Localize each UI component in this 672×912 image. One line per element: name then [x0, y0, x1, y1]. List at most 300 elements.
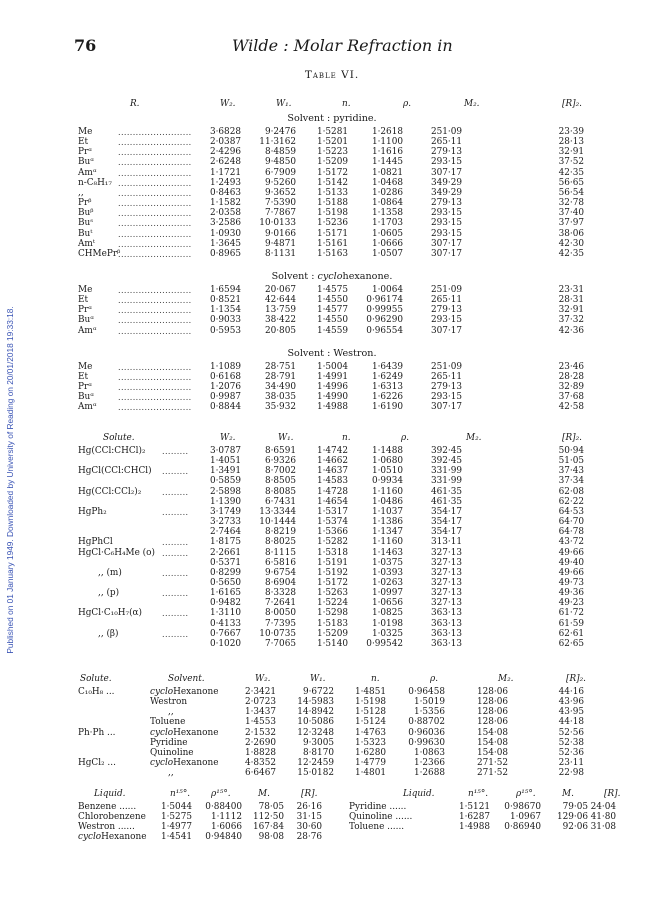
table-cell: 307·17 [430, 248, 462, 259]
table-cell: 13·759 [264, 305, 296, 316]
table-cell: 307·17 [430, 238, 462, 249]
table-cell: 363·13 [430, 608, 462, 619]
table-cell: 1·3437 [244, 707, 276, 718]
table-cell: 1·1390 [209, 496, 241, 507]
table-row [0, 639, 672, 650]
table-cell: 1·8175 [209, 537, 241, 548]
row-solvent: ,, [168, 707, 174, 718]
row-solute: Ph·Ph ... [78, 727, 116, 738]
table-cell: 1·0680 [371, 456, 403, 467]
table-cell: 128·06 [476, 697, 508, 708]
leader-dots: ......................... [118, 229, 192, 239]
table-cell: 349·29 [430, 177, 462, 188]
leader-dots: ......................... [118, 219, 192, 229]
column-header: ρ. [430, 674, 439, 684]
row-label: Buᵅ [78, 157, 94, 168]
liquid-name: Toluene ...... [349, 822, 405, 833]
table-cell: 1·5171 [316, 228, 348, 239]
liquid-name: Chlorobenzene [78, 812, 146, 823]
row-solvent: Toluene [150, 717, 186, 728]
table-cell: 6·9326 [264, 456, 296, 467]
table-cell: 0·8844 [209, 402, 241, 413]
table-cell: 44·18 [558, 717, 584, 728]
table-cell: 327·13 [430, 588, 462, 599]
table-cell: 1·5140 [316, 638, 348, 649]
table-cell: 1·4559 [316, 325, 348, 336]
table-cell: 327·13 [430, 557, 462, 568]
table-cell: 52·38 [558, 737, 584, 748]
table-cell: 28·13 [558, 137, 584, 148]
liquid-name: Quinoline ...... [349, 812, 413, 823]
row-label: Amᵗ [78, 238, 96, 249]
table-cell: 331·99 [430, 466, 462, 477]
table-cell: 8·8219 [264, 527, 296, 538]
table-cell: 32·91 [558, 305, 584, 316]
table-cell: 12·3248 [297, 727, 334, 738]
table-cell: 9·5260 [264, 177, 296, 188]
column-header: W₁. [310, 674, 326, 684]
table-cell: 1·6287 [458, 812, 490, 823]
table-cell: 1·6594 [209, 284, 241, 295]
table-cell: 1·4977 [160, 822, 192, 833]
table-cell: 23·39 [558, 127, 584, 137]
table-cell: 1·1488 [371, 446, 403, 456]
table-cell: 62·08 [558, 486, 584, 497]
leader-dots: ......... [162, 629, 189, 639]
table-cell: 0·88702 [408, 717, 445, 728]
table-cell: 1·4051 [209, 456, 241, 467]
table-cell: 327·13 [430, 577, 462, 588]
table-cell: 30·60 [296, 822, 322, 833]
table-cell: 0·5859 [209, 476, 241, 487]
table-cell: 327·13 [430, 598, 462, 609]
leader-dots: ......... [162, 487, 189, 497]
table-cell: 128·06 [476, 707, 508, 718]
table-cell: 8·8505 [264, 476, 296, 487]
table-cell: 51·05 [558, 456, 584, 467]
table-cell: 79·05 [562, 802, 588, 812]
table-cell: 271·52 [476, 768, 508, 779]
row-label: Amᵅ [78, 402, 97, 413]
table-cell: 56·54 [558, 187, 584, 198]
leader-dots: ......................... [118, 285, 192, 295]
table-cell: 23·46 [558, 361, 584, 372]
row-label: Et [78, 371, 89, 382]
table-cell: 1·5298 [316, 608, 348, 619]
table-cell: 1·0198 [371, 618, 403, 629]
table-cell: 0·99542 [366, 638, 403, 649]
table-cell: 0·96174 [366, 295, 403, 306]
table-cell: 8·7002 [264, 466, 296, 477]
table-cell: 1·5318 [316, 547, 348, 558]
table-cell: 307·17 [430, 325, 462, 336]
table-cell: 265·11 [430, 371, 462, 382]
table-cell: 0·88400 [205, 802, 242, 812]
row-label: Hg(CCl:CCl₂)₂ [78, 486, 142, 497]
row-label: Prᵅ [78, 147, 92, 158]
table-cell: 154·08 [476, 737, 508, 748]
table-cell: 1·4742 [316, 446, 348, 456]
table-cell: 1·4991 [316, 371, 348, 382]
liquid-name: Westron ...... [78, 822, 135, 833]
table-cell: 1·5161 [316, 238, 348, 249]
table-cell: 23·11 [558, 758, 584, 769]
table-cell: 11·3162 [259, 137, 296, 148]
table-cell: 3·2586 [209, 218, 241, 229]
table-cell: 363·13 [430, 628, 462, 639]
table-cell: 22·98 [558, 768, 584, 779]
table-cell: 8·6591 [264, 446, 296, 456]
table-cell: 1·5209 [316, 628, 348, 639]
table-cell: 0·9482 [209, 598, 241, 609]
table-cell: 1·1037 [371, 506, 403, 517]
row-label: Prᵅ [78, 305, 92, 316]
row-label: HgCl·C₆H₄Me (o) [78, 547, 155, 558]
table-cell: 1·5172 [316, 167, 348, 178]
table-cell: 1·1445 [371, 157, 403, 168]
table-cell: 28·791 [264, 371, 296, 382]
table-cell: 1·4550 [316, 315, 348, 326]
leader-dots: ......................... [118, 296, 192, 306]
table-cell: 13·3344 [259, 506, 296, 517]
table-cell: 1·0967 [509, 812, 541, 823]
table-cell: 28·31 [558, 295, 584, 306]
table-cell: 1·6190 [371, 402, 403, 413]
table-cell: 1·4763 [354, 727, 386, 738]
table-cell: 41·80 [590, 812, 616, 823]
table-cell: 1·6226 [371, 392, 403, 403]
table-cell: 1·2493 [209, 177, 241, 188]
solvent-prefix: cyclo [150, 687, 174, 697]
table-cell: 1·4728 [316, 486, 348, 497]
leader-dots: ......................... [118, 372, 192, 382]
table-cell: 1·6280 [354, 747, 386, 758]
row-solvent: Quinoline [150, 747, 194, 758]
table-cell: 1·0064 [371, 284, 403, 295]
table-cell: 1·5282 [316, 537, 348, 548]
liquid-name: Benzene ...... [78, 802, 137, 812]
table-cell: 251·09 [430, 127, 462, 137]
row-label: Buᵗ [78, 228, 93, 239]
row-label: Buᵝ [78, 208, 94, 219]
table-cell: 78·05 [258, 802, 284, 812]
table-cell: 1·5044 [160, 802, 192, 812]
table-cell: 61·72 [558, 608, 584, 619]
column-header: Solute. [80, 674, 112, 684]
table-cell: 49·23 [558, 598, 584, 609]
table-cell: 1·3491 [209, 466, 241, 477]
table-cell: 279·13 [430, 147, 462, 158]
table-cell: 26·16 [296, 802, 322, 812]
column-header: n. [342, 433, 351, 443]
table-cell: 37·68 [558, 392, 584, 403]
table-cell: 1·4583 [316, 476, 348, 487]
table-cell: 32·89 [558, 382, 584, 392]
table-cell: 10·0735 [259, 628, 296, 639]
table-cell: 1·5198 [354, 697, 386, 708]
table-cell: 9·2476 [264, 127, 296, 137]
table-cell: 7·7065 [264, 638, 296, 649]
table-cell: 12·2459 [297, 758, 334, 769]
table-cell: 1·5356 [413, 707, 445, 718]
table-cell: 0·5953 [209, 325, 241, 336]
table-cell: 2·3421 [244, 687, 276, 697]
table-cell: 62·61 [558, 628, 584, 639]
leader-dots: ......................... [118, 306, 192, 316]
table-cell: 293·15 [430, 392, 462, 403]
column-header: n. [342, 99, 351, 109]
table-cell: 0·86940 [504, 822, 541, 833]
leader-dots: ......................... [118, 403, 192, 413]
table-cell: 1·4988 [458, 822, 490, 833]
table-cell: 0·99630 [408, 737, 445, 748]
table-cell: 2·0387 [209, 137, 241, 148]
row-solvent: ,, [168, 768, 174, 779]
column-header: M₂. [466, 433, 482, 443]
table-cell: 1·6439 [371, 361, 403, 372]
column-header: n¹⁵°. [468, 789, 489, 799]
table-cell: 1·1721 [209, 167, 241, 178]
table-cell: 1·4990 [316, 392, 348, 403]
table-cell: 1·1463 [371, 547, 403, 558]
table-cell: 37·52 [558, 157, 584, 168]
table-cell: 9·4871 [264, 238, 296, 249]
table-cell: 42·30 [558, 238, 584, 249]
table-cell: 52·36 [558, 747, 584, 758]
table-cell: 62·65 [558, 638, 584, 649]
table-cell: 9·4850 [264, 157, 296, 168]
table-cell: 1·1582 [209, 198, 241, 209]
table-cell: 1·4577 [316, 305, 348, 316]
table-cell: 34·490 [264, 382, 296, 392]
table-cell: 8·4859 [264, 147, 296, 158]
table-cell: 7·5390 [264, 198, 296, 209]
table-cell: 1·5133 [316, 187, 348, 198]
table-cell: 1·8828 [244, 747, 276, 758]
leader-dots: ......................... [118, 362, 192, 372]
table-cell: 1·2366 [413, 758, 445, 769]
leader-dots: ......................... [118, 383, 192, 392]
solvent-prefix: cyclo [150, 727, 174, 738]
leader-dots: ......................... [118, 178, 192, 188]
row-label: ,, (β) [98, 628, 119, 639]
table-cell: 251·09 [430, 361, 462, 372]
table-cell: 1·1100 [371, 137, 403, 148]
column-header: W₁. [278, 433, 294, 443]
table-row [0, 402, 672, 413]
table-cell: 49·36 [558, 588, 584, 599]
table-cell: 1·5163 [316, 248, 348, 259]
table-cell: 1·4575 [316, 284, 348, 295]
table-cell: 4·8352 [244, 758, 276, 769]
table-cell: 327·13 [430, 567, 462, 578]
table-cell: 1·1386 [371, 517, 403, 528]
table-cell: 64·70 [558, 517, 584, 528]
row-label: Buᵅ [78, 315, 94, 326]
leader-dots: ......................... [118, 158, 192, 168]
table-cell: 1·0375 [371, 557, 403, 568]
table-cell: 24·04 [590, 802, 616, 812]
leader-dots: ......... [162, 467, 189, 477]
table-cell: 31·15 [296, 812, 322, 823]
leader-dots: ......... [162, 538, 189, 548]
table-cell: 44·16 [558, 687, 584, 697]
table-cell: 1·4637 [316, 466, 348, 477]
leader-dots: ......... [162, 589, 189, 599]
download-notice: Published on 01 January 1949. Downloaded by University of Reading on 20/01/2018 19:33:18. [5, 306, 15, 654]
table-cell: 1·0863 [413, 747, 445, 758]
row-solvent: cycloHexanone [150, 687, 219, 697]
table-cell: 1·5121 [458, 802, 490, 812]
table-cell: 56·65 [558, 177, 584, 188]
table-cell: 0·8965 [209, 248, 241, 259]
table-cell: 1·5188 [316, 198, 348, 209]
row-label: HgPhCl [78, 537, 113, 548]
table-cell: 0·9934 [371, 476, 403, 487]
table-cell: 1·0263 [371, 577, 403, 588]
column-header: W₂. [220, 433, 236, 443]
table-cell: 1·6249 [371, 371, 403, 382]
row-solute: C₁₀H₈ ... [78, 687, 115, 697]
table-cell: 265·11 [430, 137, 462, 148]
table-cell: 354·17 [430, 506, 462, 517]
column-header: Solute. [103, 433, 135, 443]
table-cell: 2·6248 [209, 157, 241, 168]
table-cell: 62·22 [558, 496, 584, 507]
table-cell: 52·56 [558, 727, 584, 738]
table-title: Table VI. [304, 69, 360, 81]
column-header: Solvent. [168, 674, 205, 684]
table-row [0, 249, 672, 260]
table-cell: 8·8025 [264, 537, 296, 548]
table-cell: 0·98670 [504, 802, 541, 812]
table-cell: 35·932 [264, 402, 296, 413]
solvent-heading: Solvent : cyclohexanone. [271, 270, 393, 282]
table-cell: 271·52 [476, 758, 508, 769]
column-header: n. [371, 674, 380, 684]
table-cell: 1·5223 [316, 147, 348, 158]
leader-dots: ......................... [118, 138, 192, 148]
table-cell: 64·78 [558, 527, 584, 538]
table-cell: 9·3652 [264, 187, 296, 198]
table-cell: 129·06 [556, 812, 588, 823]
row-label: Hg(CCl:CHCl)₂ [78, 446, 146, 456]
table-cell: 6·7431 [264, 496, 296, 507]
row-label: Prᵅ [78, 382, 92, 392]
column-header: M₂. [464, 99, 480, 109]
table-cell: 0·96290 [366, 315, 403, 326]
row-label: n-C₈H₁₇ [78, 177, 112, 188]
table-cell: 1·4851 [354, 687, 386, 697]
table-cell: 279·13 [430, 305, 462, 316]
table-cell: 154·08 [476, 727, 508, 738]
table-cell: 1·5281 [316, 127, 348, 137]
table-cell: 2·5898 [209, 486, 241, 497]
table-cell: 1·5128 [354, 707, 386, 718]
table-cell: 1·0507 [371, 248, 403, 259]
column-header: [R]. [301, 789, 318, 799]
table-cell: 1·5224 [316, 598, 348, 609]
page-header [74, 36, 590, 60]
header-row [0, 433, 672, 444]
table-cell: 1·3645 [209, 238, 241, 249]
table-cell: 154·08 [476, 747, 508, 758]
table-cell: 38·422 [264, 315, 296, 326]
table-cell: 3·0787 [209, 446, 241, 456]
table-cell: 461·35 [430, 496, 462, 507]
table-cell: 0·99955 [366, 305, 403, 316]
leader-dots: ......................... [118, 148, 192, 158]
table-cell: 43·72 [558, 537, 584, 548]
table-cell: 1·0468 [371, 177, 403, 188]
table-cell: 1·5191 [316, 557, 348, 568]
table-cell: 1·5209 [316, 157, 348, 168]
table-cell: 0·96554 [366, 325, 403, 336]
table-cell: 1·5323 [354, 737, 386, 748]
table-cell: 49·73 [558, 577, 584, 588]
table-cell: 1·0666 [371, 238, 403, 249]
solvent-heading-italic: cyclo [317, 270, 343, 282]
table-cell: 1·5275 [160, 812, 192, 823]
table-cell: 1·1703 [371, 218, 403, 229]
leader-dots: ......... [162, 507, 189, 517]
leader-dots: ......................... [118, 128, 192, 137]
table-cell: 15·0182 [297, 768, 334, 779]
table-cell: 1·4662 [316, 456, 348, 467]
leader-dots: ......... [162, 447, 189, 456]
table-cell: 20·805 [264, 325, 296, 336]
table-cell: 0·9987 [209, 392, 241, 403]
table-cell: 0·7667 [209, 628, 241, 639]
table-cell: 0·6168 [209, 371, 241, 382]
column-header: ρ¹⁵°. [211, 789, 231, 799]
table-cell: 42·644 [264, 295, 296, 306]
table-cell: 1·1347 [371, 527, 403, 538]
row-label: ,, [78, 187, 84, 198]
table-cell: 0·9033 [209, 315, 241, 326]
column-header: M. [562, 789, 574, 799]
table-cell: 1·4988 [316, 402, 348, 413]
table-cell: 14·8942 [297, 707, 334, 718]
row-solvent: Westron [150, 697, 188, 708]
table-cell: 1·4541 [160, 832, 192, 843]
table-cell: 98·08 [258, 832, 284, 843]
liquid-name: Pyridine ...... [349, 802, 407, 812]
table-cell: 1·5201 [316, 137, 348, 148]
table-cell: 1·1354 [209, 305, 241, 316]
table-cell: 92·06 [562, 822, 588, 833]
header-row [0, 99, 672, 110]
row-label: ,, (m) [98, 567, 122, 578]
leader-dots: ......................... [118, 199, 192, 209]
row-label: Me [78, 284, 93, 295]
column-header: M₂. [498, 674, 514, 684]
table-cell: 9·6722 [302, 687, 334, 697]
table-cell: 2·7464 [209, 527, 241, 538]
table-cell: 1·5172 [316, 577, 348, 588]
table-cell: 8·8085 [264, 486, 296, 497]
table-cell: 50·94 [558, 446, 584, 456]
table-cell: 363·13 [430, 618, 462, 629]
table-cell: 3·2733 [209, 517, 241, 528]
table-cell: 28·28 [558, 371, 584, 382]
table-cell: 8·3328 [264, 588, 296, 599]
table-cell: 1·0510 [371, 466, 403, 477]
table-cell: 1·5004 [316, 361, 348, 372]
table-cell: 1·5263 [316, 588, 348, 599]
table-row [0, 768, 672, 779]
column-header: n¹⁵°. [170, 789, 191, 799]
